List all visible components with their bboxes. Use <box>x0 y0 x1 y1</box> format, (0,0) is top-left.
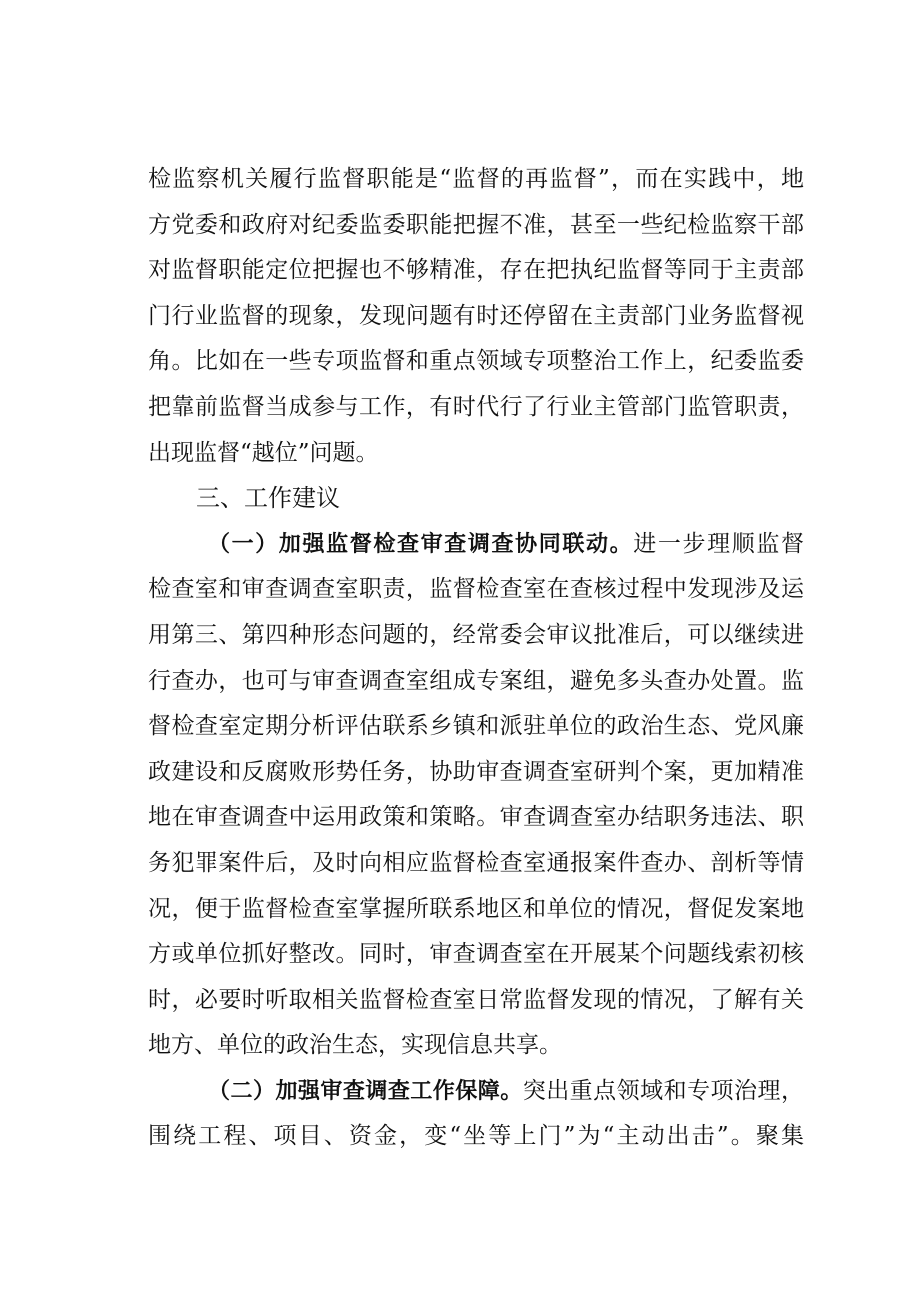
paragraph-line: 检监察机关履行监督职能是“监督的再监督”，而在实践中，地 <box>148 166 804 192</box>
paragraph-line: 督检查室定期分析评估联系乡镇和派驻单位的政治生态、党风廉 <box>148 713 804 740</box>
paragraph-line: 行查办，也可与审查调查室组成专案组，避免多头查办处置。监 <box>148 667 804 694</box>
paragraph-lead-heading: （一）加强监督检查审查调查协同联动。 <box>208 531 634 557</box>
paragraph-line: 检查室和审查调查室职责，监督检查室在查核过程中发现涉及运 <box>148 576 804 603</box>
document-body <box>148 157 804 1160</box>
paragraph-line: 出现监督“越位”问题。 <box>148 439 379 466</box>
paragraph-lead-heading: （二）加强审查调查工作保障。 <box>208 1078 523 1104</box>
paragraph-line: 务犯罪案件后，及时向相应监督检查室通报案件查办、剖析等情 <box>148 849 804 876</box>
paragraph-line: 把靠前监督当成参与工作，有时代行了行业主管部门监管职责， <box>148 393 804 420</box>
paragraph-line: 况，便于监督检查室掌握所联系地区和单位的情况，督促发案地 <box>148 895 804 922</box>
paragraph-lead-text: 突出重点领域和专项治理， <box>522 1077 804 1104</box>
paragraph-line: 地方、单位的政治生态，实现信息共享。 <box>148 1032 562 1059</box>
paragraph-line: 用第三、第四种形态问题的，经常委会审议批准后，可以继续进 <box>148 621 804 648</box>
paragraph-line: 政建设和反腐败形势任务，协助审查调查室研判个案，更加精准 <box>148 758 804 785</box>
paragraph-lead-text: 进一步理顺监督 <box>633 530 804 557</box>
paragraph-line: 时，必要时听取相关监督检查室日常监督发现的情况，了解有关 <box>148 986 804 1013</box>
paragraph-line: 门行业监督的现象，发现问题有时还停留在主责部门业务监督视 <box>148 302 804 329</box>
paragraph-line: 方党委和政府对纪委监委职能把握不准，甚至一些纪检监察干部 <box>148 211 804 238</box>
paragraph-line: 围绕工程、项目、资金，变“坐等上门”为“主动出击”。聚集 <box>148 1123 804 1150</box>
paragraph-line: 方或单位抓好整改。同时，审查调查室在开展某个问题线索初核 <box>148 941 804 968</box>
paragraph-first-line <box>148 522 804 568</box>
paragraph-line: 地在审查调查中运用政策和策略。审查调查室办结职务违法、职 <box>148 804 804 831</box>
paragraph-line: 对监督职能定位把握也不够精准，存在把执纪监督等同于主责部 <box>148 257 804 284</box>
paragraph-line: 角。比如在一些专项监督和重点领域专项整治工作上，纪委监委 <box>148 348 804 375</box>
paragraph-first-line <box>148 1069 804 1115</box>
section-heading: 三、工作建议 <box>196 484 340 513</box>
